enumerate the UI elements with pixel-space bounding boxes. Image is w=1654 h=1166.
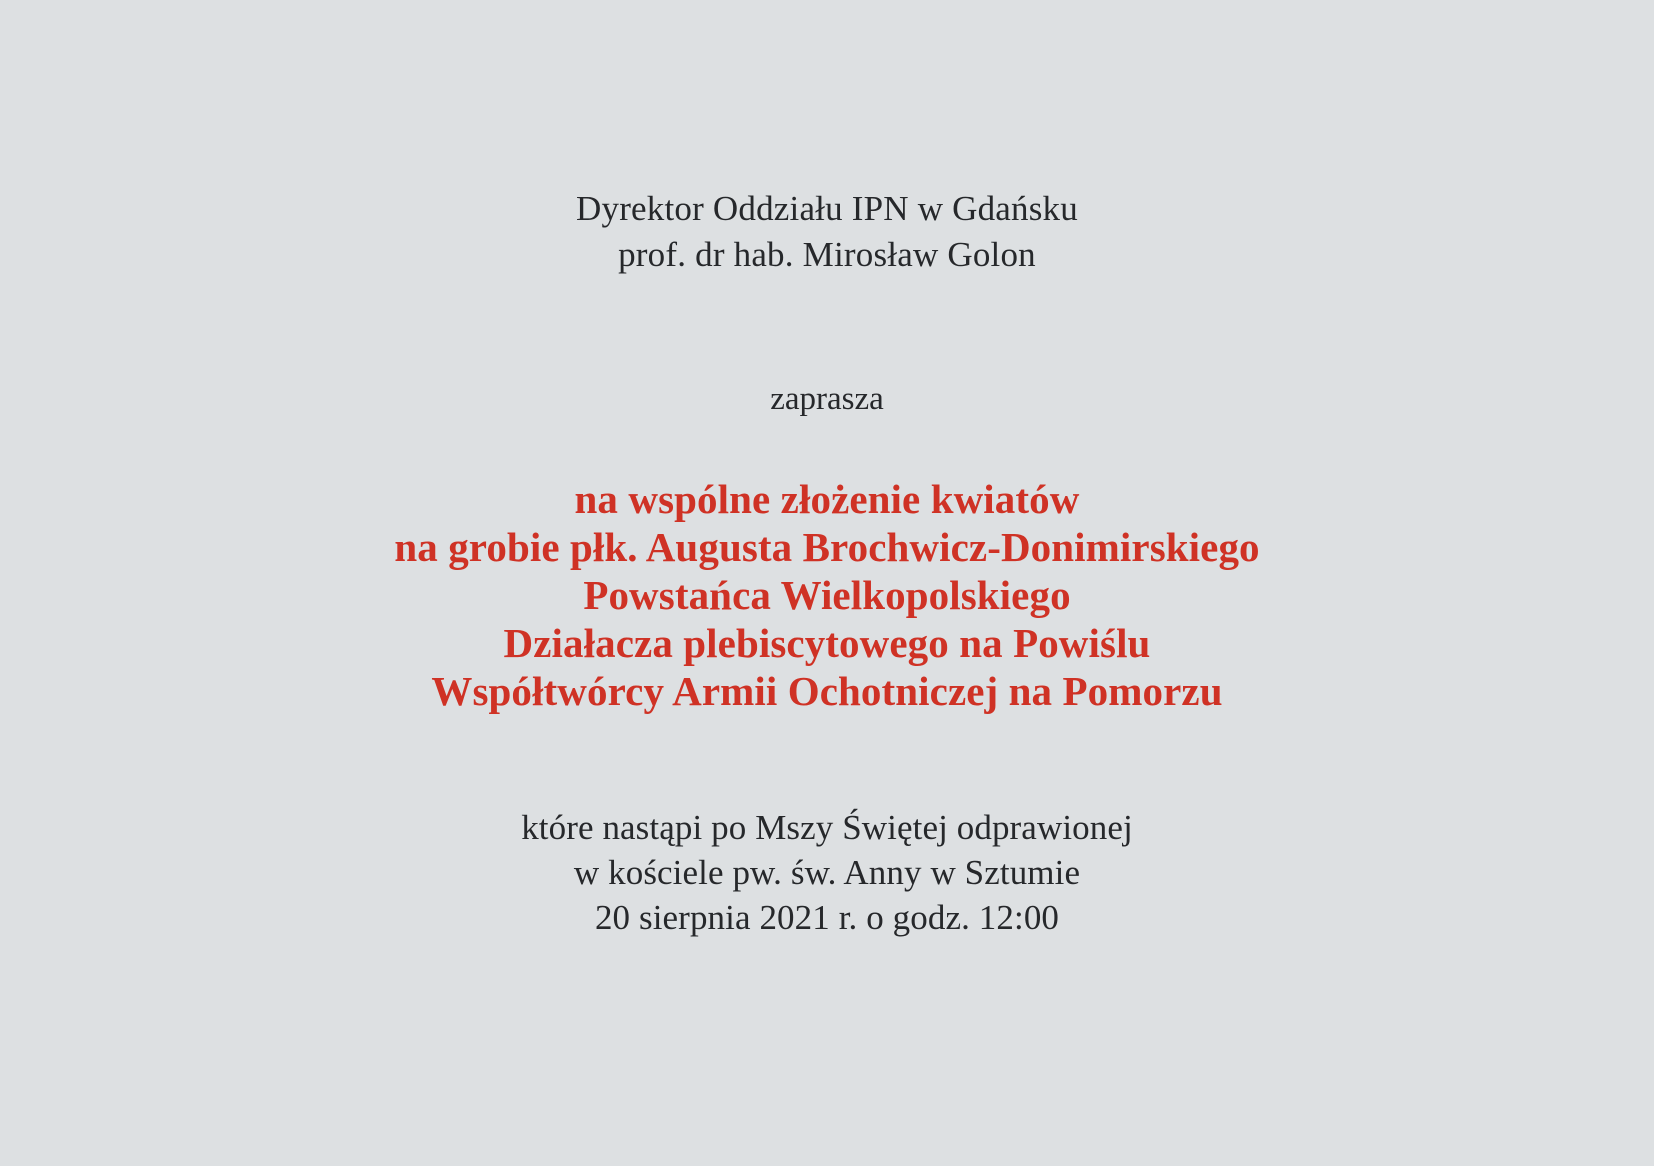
invitation-verb: zaprasza xyxy=(770,381,884,417)
host-title: Dyrektor Oddziału IPN w Gdańsku xyxy=(576,189,1078,228)
event-detail-line-1: które nastąpi po Mszy Świętej odprawionej xyxy=(521,808,1133,847)
event-detail-datetime: 20 sierpnia 2021 r. o godz. 12:00 xyxy=(594,898,1060,937)
host-name: prof. dr hab. Mirosław Golon xyxy=(618,235,1036,274)
host-block xyxy=(0,186,1654,278)
event-details-block xyxy=(0,805,1654,940)
event-detail-location: w kościele pw. św. Anny w Sztumie xyxy=(573,853,1081,892)
event-purpose-line-5: Współtwórcy Armii Ochotniczej na Pomorzu xyxy=(431,668,1223,714)
event-purpose-line-3: Powstańca Wielkopolskiego xyxy=(583,572,1071,618)
invitation-verb-block xyxy=(0,378,1654,420)
event-purpose-line-4: Działacza plebiscytowego na Powiślu xyxy=(503,620,1151,666)
event-purpose-block xyxy=(0,475,1654,715)
event-purpose-line-1: na wspólne złożenie kwiatów xyxy=(574,476,1080,522)
event-purpose-line-2: na grobie płk. Augusta Brochwicz-Donimirskiego xyxy=(394,524,1260,570)
